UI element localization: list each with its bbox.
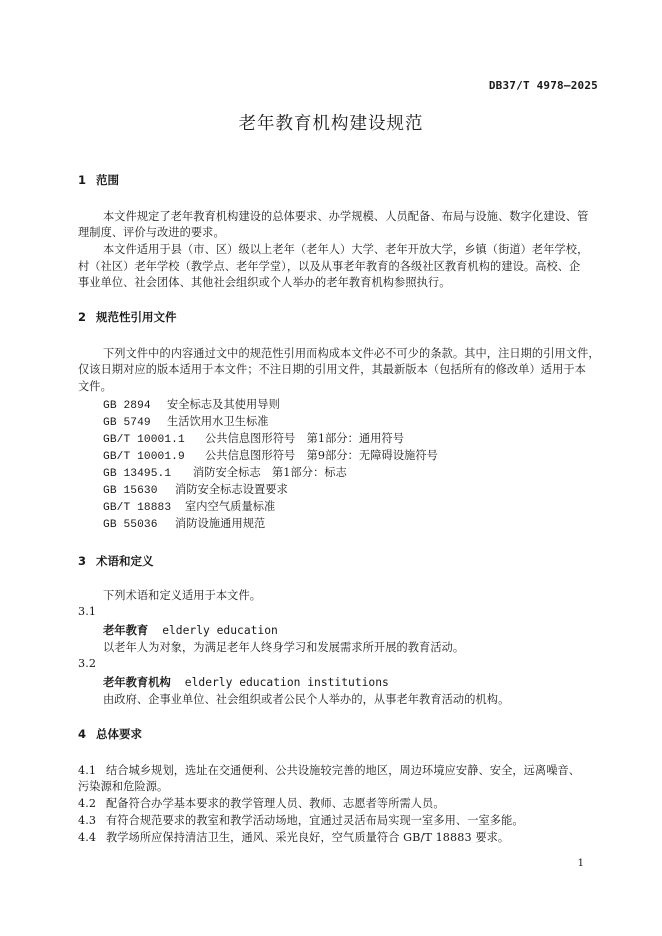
term-number: 3.1 (78, 605, 97, 618)
reference-code: GB 15630 (103, 485, 158, 497)
section-number: 3 (78, 554, 87, 568)
clause-number: 4.4 (78, 831, 97, 844)
section-1-heading (78, 172, 119, 188)
clause-number: 4.1 (78, 764, 97, 777)
section-title: 范围 (96, 173, 119, 187)
page-number: 1 (577, 858, 584, 869)
section-title: 总体要求 (96, 727, 142, 741)
clause-text: 有符合规范要求的教室和教学活动场地，宜通过灵活布局实现一室多用、一室多能。 (106, 814, 524, 827)
reference-item (103, 430, 404, 446)
reference-name: 消防安全标志设置要求 (175, 483, 288, 496)
document-code: DB37/T 4978—2025 (488, 79, 598, 92)
term-definition: 以老年人为对象，为满足老年人终身学习和发展需求所开展的教育活动。 (103, 641, 465, 654)
section-2-heading (78, 309, 177, 325)
reference-name: 公共信息图形符号 第1部分：通用符号 (205, 432, 405, 445)
term-en: elderly education (162, 624, 278, 637)
paragraph-line: 本文件适用于县（市、区）级以上老年（老年人）大学、老年开放大学，乡镇（街道）老年学校， (103, 243, 589, 256)
reference-item (103, 515, 265, 531)
clause-item (78, 795, 445, 811)
section-4-heading (78, 726, 142, 742)
reference-code: GB 13495.1 (103, 468, 172, 480)
reference-item (103, 447, 438, 463)
clause-text: 教学场所应保持清洁卫生，通风、采光良好，空气质量符合 GB/T 18883 要求。 (106, 831, 510, 844)
section-title: 规范性引用文件 (96, 310, 177, 324)
section-number: 4 (78, 727, 87, 741)
clause-item (78, 829, 509, 845)
paragraph-line: 理制度、评价与改进的要求。 (78, 226, 225, 239)
reference-name: 生活饮用水卫生标准 (167, 415, 269, 428)
reference-item (103, 464, 347, 480)
reference-code: GB/T 10001.1 (103, 434, 185, 446)
term-definition: 由政府、企事业单位、社会组织或者公民个人举办的，从事老年教育活动的机构。 (103, 693, 510, 706)
clause-continuation: 污染源和危险源。 (78, 780, 169, 793)
paragraph-line: 仅该日期对应的版本适用于本文件；不注日期的引用文件，其最新版本（包括所有的修改单）适用于本 (78, 363, 586, 376)
section-3-heading (78, 553, 154, 569)
reference-item (103, 413, 269, 429)
reference-name: 消防设施通用规范 (175, 517, 266, 530)
reference-name: 消防安全标志 第1部分：标志 (193, 466, 347, 479)
reference-code: GB/T 10001.9 (103, 451, 185, 463)
reference-code: GB 5749 (103, 417, 151, 429)
clause-item (78, 812, 524, 828)
section-title: 术语和定义 (96, 554, 154, 568)
term-en: elderly education institutions (184, 676, 389, 689)
term-number: 3.2 (78, 657, 97, 670)
clause-text: 配备符合办学基本要求的教学管理人员、教师、志愿者等所需人员。 (106, 797, 445, 810)
clause-text: 结合城乡规划，选址在交通便利、公共设施较完善的地区，周边环境应安静、安全，远离噪音、 (106, 764, 581, 777)
reference-code: GB 55036 (103, 519, 158, 531)
reference-name: 室内空气质量标准 (185, 500, 276, 513)
paragraph-line: 文件。 (78, 380, 112, 393)
reference-name: 安全标志及其使用导则 (167, 398, 280, 411)
term-entry (103, 674, 389, 690)
clause-number: 4.3 (78, 814, 97, 827)
paragraph-line: 下列文件中的内容通过文中的规范性引用而构成本文件必不可少的条款。其中，注日期的引用文件， (103, 347, 600, 360)
paragraph-line: 本文件规定了老年教育机构建设的总体要求、办学规模、人员配备、布局与设施、数字化建设、管 (103, 210, 589, 223)
section-number: 1 (78, 173, 87, 187)
term-zh: 老年教育机构 (103, 676, 171, 689)
reference-item (103, 396, 280, 412)
reference-code: GB/T 18883 (103, 502, 172, 514)
term-zh: 老年教育 (103, 624, 149, 637)
reference-item (103, 498, 275, 514)
section-number: 2 (78, 310, 87, 324)
paragraph-line: 事业单位、社会团体、其他社会组织或个人举办的老年教育机构参照执行。 (78, 276, 451, 289)
paragraph-line: 下列术语和定义适用于本文件。 (103, 589, 262, 602)
reference-name: 公共信息图形符号 第9部分：无障碍设施符号 (205, 449, 438, 462)
reference-item (103, 481, 288, 497)
term-entry (103, 622, 278, 638)
paragraph-line: 村（社区）老年学校（教学点、老年学堂），以及从事老年教育的各级社区教育机构的建设。高校、企 (78, 260, 581, 273)
document-title: 老年教育机构建设规范 (238, 114, 424, 134)
reference-code: GB 2894 (103, 400, 151, 412)
clause-number: 4.2 (78, 797, 97, 810)
clause-item (78, 762, 580, 778)
